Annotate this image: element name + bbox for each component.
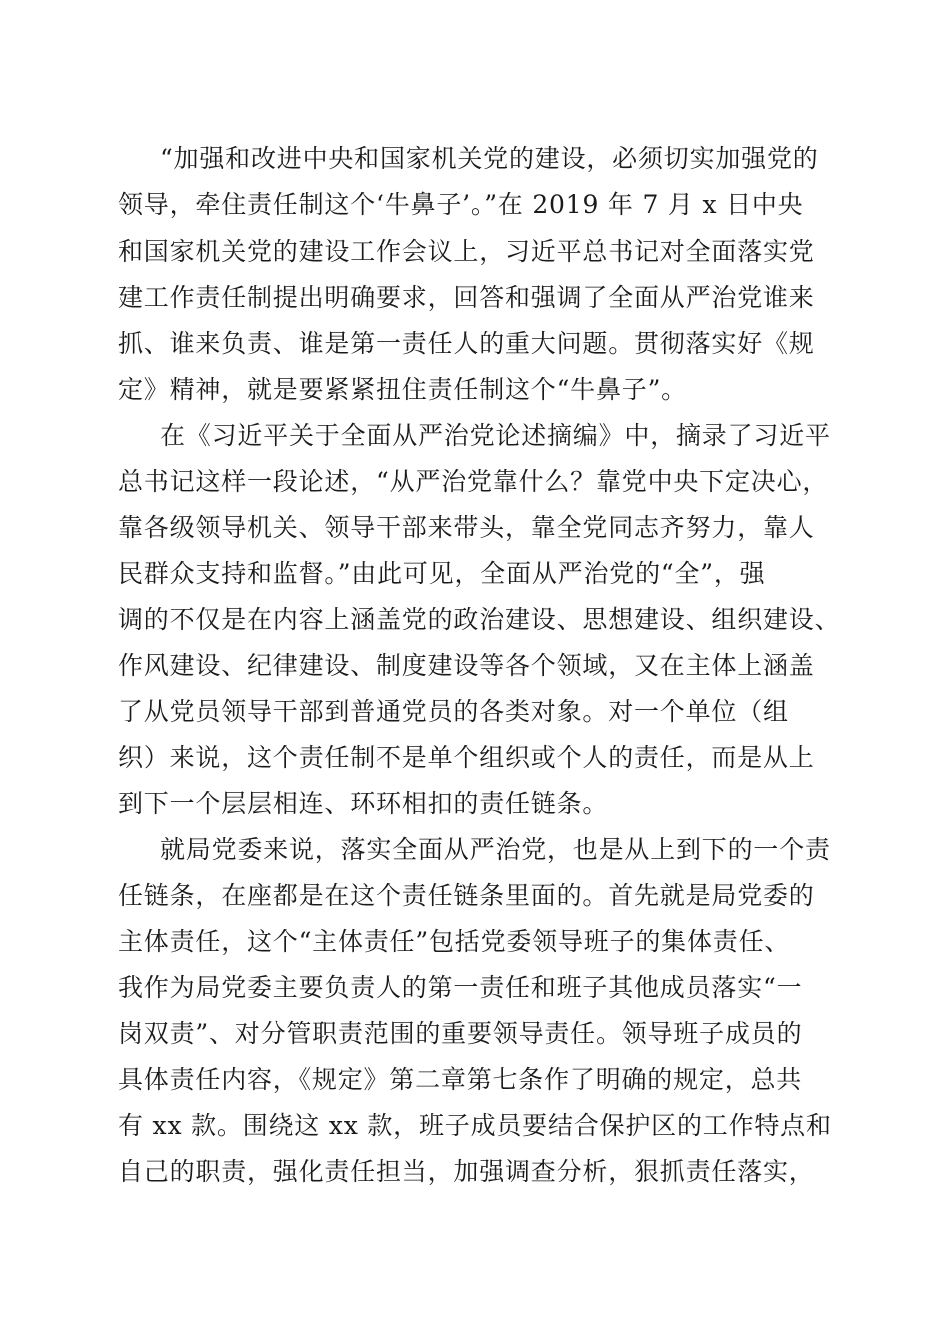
paragraph-2-line-5: 调的不仅是在内容上涵盖党的政治建设、思想建设、组织建设、 (118, 605, 841, 634)
paragraph-3-line-4: 我作为局党委主要负责人的第一责任和班子其他成员落实“一 (118, 973, 803, 1002)
paragraph-1-line-3: 和国家机关党的建设工作会议上，习近平总书记对全面落实党 (118, 237, 815, 266)
paragraph-1-line-1: “加强和改进中央和国家机关党的建设，必须切实加强党的 (160, 144, 819, 173)
paragraph-3-line-6: 具体责任内容，《规定》第二章第七条作了明确的规定，总共 (118, 1065, 803, 1094)
paragraph-3-line-2: 任链条，在座都是在这个责任链条里面的。首先就是局党委的 (118, 881, 815, 910)
paragraph-2-line-6: 作风建设、纪律建设、制度建设等各个领域，又在主体上涵盖 (118, 651, 815, 680)
paragraph-2-line-8: 织）来说，这个责任制不是单个组织或个人的责任，而是从上 (118, 743, 815, 772)
paragraph-1-line-5: 抓、谁来负责、谁是第一责任人的重大问题。贯彻落实好《规 (118, 329, 815, 358)
paragraph-2-line-2: 总书记这样一段论述，“从严治党靠什么？靠党中央下定决心， (118, 467, 829, 496)
paragraph-2-line-4: 民群众支持和监督。”由此可见，全面从严治党的“全”，强 (118, 559, 766, 588)
paragraph-3-line-5: 岗双责”、对分管职责范围的重要领导责任。领导班子成员的 (118, 1019, 803, 1048)
paragraph-2-line-3: 靠各级领导机关、领导干部来带头，靠全党同志齐努力，靠人 (118, 513, 815, 542)
paragraph-1-line-4: 建工作责任制提出明确要求，回答和强调了全面从严治党谁来 (118, 283, 815, 312)
paragraph-3-line-1: 就局党委来说，落实全面从严治党，也是从上到下的一个责 (160, 835, 831, 864)
paragraph-2-line-9: 到下一个层层相连、环环相扣的责任链条。 (118, 789, 609, 818)
paragraph-1-line-2: 领导，牵住责任制这个‘牛鼻子’。”在 2019 年 7 月 x 日中央 (118, 190, 804, 219)
paragraph-3-line-7: 有 xx 款。围绕这 xx 款，班子成员要结合保护区的工作特点和 (118, 1111, 832, 1140)
paragraph-2-line-7: 了从党员领导干部到普通党员的各类对象。对一个单位（组 (118, 697, 789, 726)
paragraph-3-line-3: 主体责任，这个“主体责任”包括党委领导班子的集体责任、 (118, 927, 791, 956)
paragraph-2-line-1: 在《习近平关于全面从严治党论述摘编》中，摘录了习近平 (160, 421, 831, 450)
paragraph-3-line-8: 自己的职责，强化责任担当，加强调查分析，狠抓责任落实， (118, 1157, 815, 1186)
paragraph-1-line-6: 定》精神，就是要紧紧扭住责任制这个“牛鼻子”。 (118, 375, 687, 404)
